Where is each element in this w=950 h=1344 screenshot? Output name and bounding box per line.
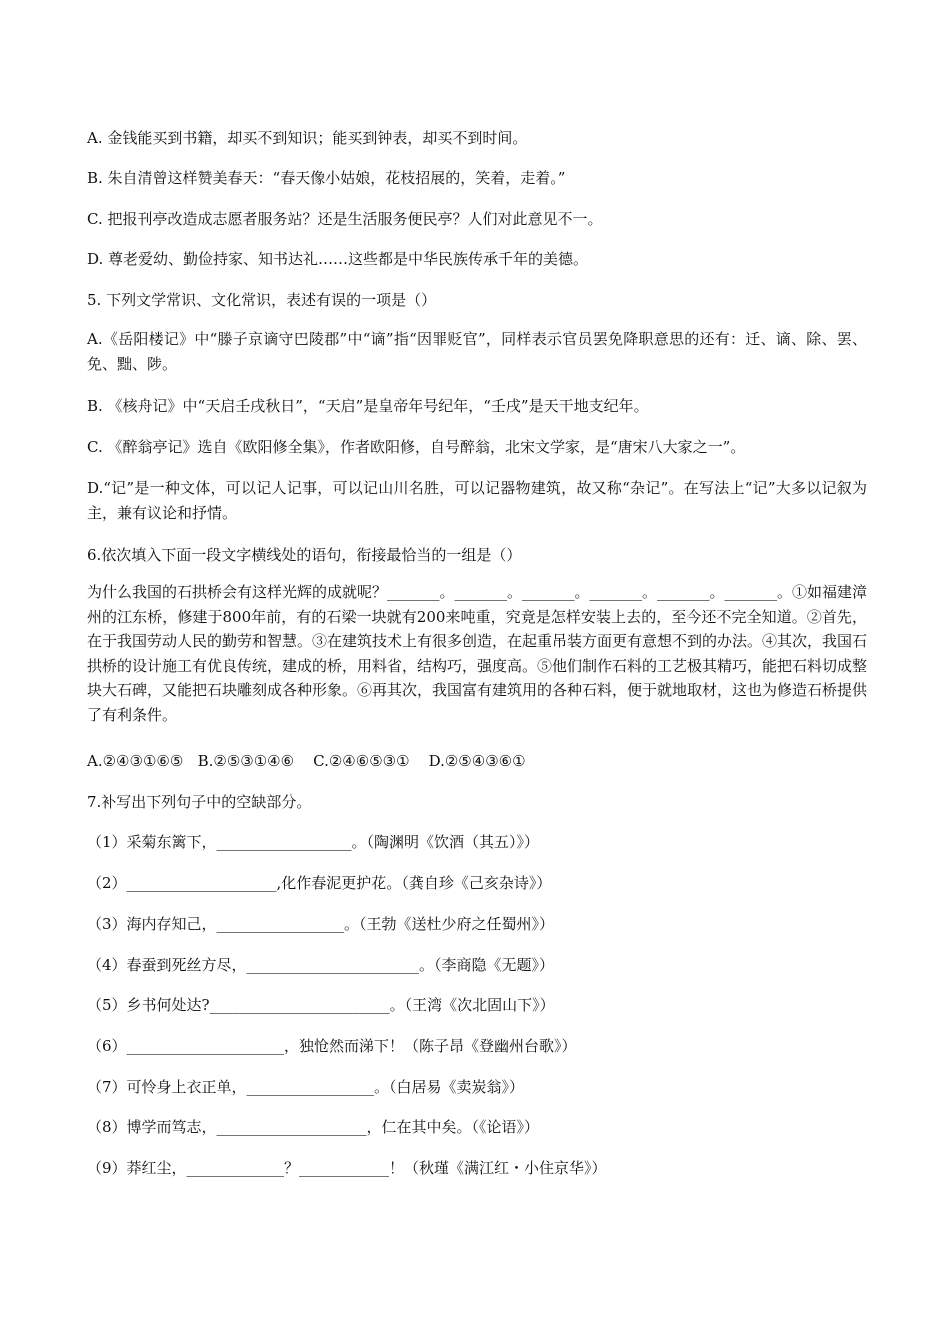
q7-item: （7）可怜身上衣正单，_________________。（白居易《卖炭翁》） (87, 1078, 525, 1096)
q7-item: （3）海内存知己，_________________。（王勃《送杜少府之任蜀州》） (87, 915, 555, 933)
q7-stem: 7.补写出下列句子中的空缺部分。 (87, 793, 312, 811)
q5-option-b: B. 《核舟记》中“天启壬戌秋日”，“天启”是皇帝年号纪年，“壬戌”是天干地支纪年。 (87, 397, 649, 415)
q4-option-c: C. 把报刊亭改造成志愿者服务站？还是生活服务便民亭？人们对此意见不一。 (87, 210, 603, 228)
q4-option-b: B. 朱自清曾这样赞美春天：“春天像小姑娘，花枝招展的，笑着，走着。” (87, 169, 566, 187)
q4-option-a: A. 金钱能买到书籍，却买不到知识；能买到钟表，却买不到时间。 (87, 129, 528, 147)
q6-stem: 6.依次填入下面一段文字横线处的语句，衔接最恰当的一组是（） (87, 546, 522, 564)
q7-item: （1）采菊东篱下，__________________。（陶渊明《饮酒（其五）》） (87, 833, 540, 851)
q7-item: （2）____________________,化作春泥更护花。（龚自珍《己亥杂诗》） (87, 874, 552, 892)
q5-stem: 5. 下列文学常识、文化常识，表述有误的一项是（） (87, 291, 437, 309)
q6-answer-options: A.②④③①⑥⑤ B.②⑤③①④⑥ C.②④⑥⑤③① D.②⑤④③⑥① (87, 752, 526, 770)
q7-item: （8）博学而笃志，____________________，仁在其中矣。（《论语》） (87, 1118, 540, 1136)
q5-option-d: D.“记”是一种文体，可以记人记事，可以记山川名胜，可以记器物建筑，故又称“杂记”。在写法上“记”大多以记叙为主，兼有议论和抒情。 (87, 479, 867, 522)
q6-passage: 为什么我国的石拱桥会有这样光辉的成就呢？_______。_______。_______。_______。_______。_______。①如福建漳州的江东桥，修建于800年前，有的石梁一块就有200来吨重，究竟是怎样安装上去的，至今还不完全知道。②首先，在于我国劳动人民的勤劳和智慧。③在建筑技术上有很多创造，在起重吊装方面更有意想不到的办法。④其次，我国石拱桥的设计施工有优良传统，建成的桥，用料省，结构巧，强度高。⑤他们制作石料的工艺极其精巧，能把石料切成整块大石碑，又能把石块雕刻成各种形象。⑥再其次，我国富有建筑用的各种石料，便于就地取材，这也为修造石桥提供了有利条件。 (87, 583, 868, 724)
q7-item: （5）乡书何处达?________________________。（王湾《次北固山下》） (87, 996, 555, 1014)
q5-option-a: A.《岳阳楼记》中“滕子京谪守巴陵郡”中“谪”指“因罪贬官”，同样表示官员罢免降职意思的还有：迁、谪、除、罢、免、黜、陟。 (87, 330, 867, 373)
q7-item: （6）_____________________，独怆然而涕下！（陈子昂《登幽州台歌》） (87, 1037, 577, 1055)
q7-item: （9）莽红尘，_____________？____________！（秋瑾《满江红・小住京华》） (87, 1159, 607, 1177)
q5-option-c: C. 《醉翁亭记》选自《欧阳修全集》，作者欧阳修，自号醉翁，北宋文学家，是“唐宋八大家之一”。 (87, 438, 746, 456)
q4-option-d: D. 尊老爱幼、勤俭持家、知书达礼……这些都是中华民族传承千年的美德。 (87, 250, 589, 268)
q7-item: （4）春蚕到死丝方尽，_______________________。（李商隐《无题》） (87, 956, 555, 974)
